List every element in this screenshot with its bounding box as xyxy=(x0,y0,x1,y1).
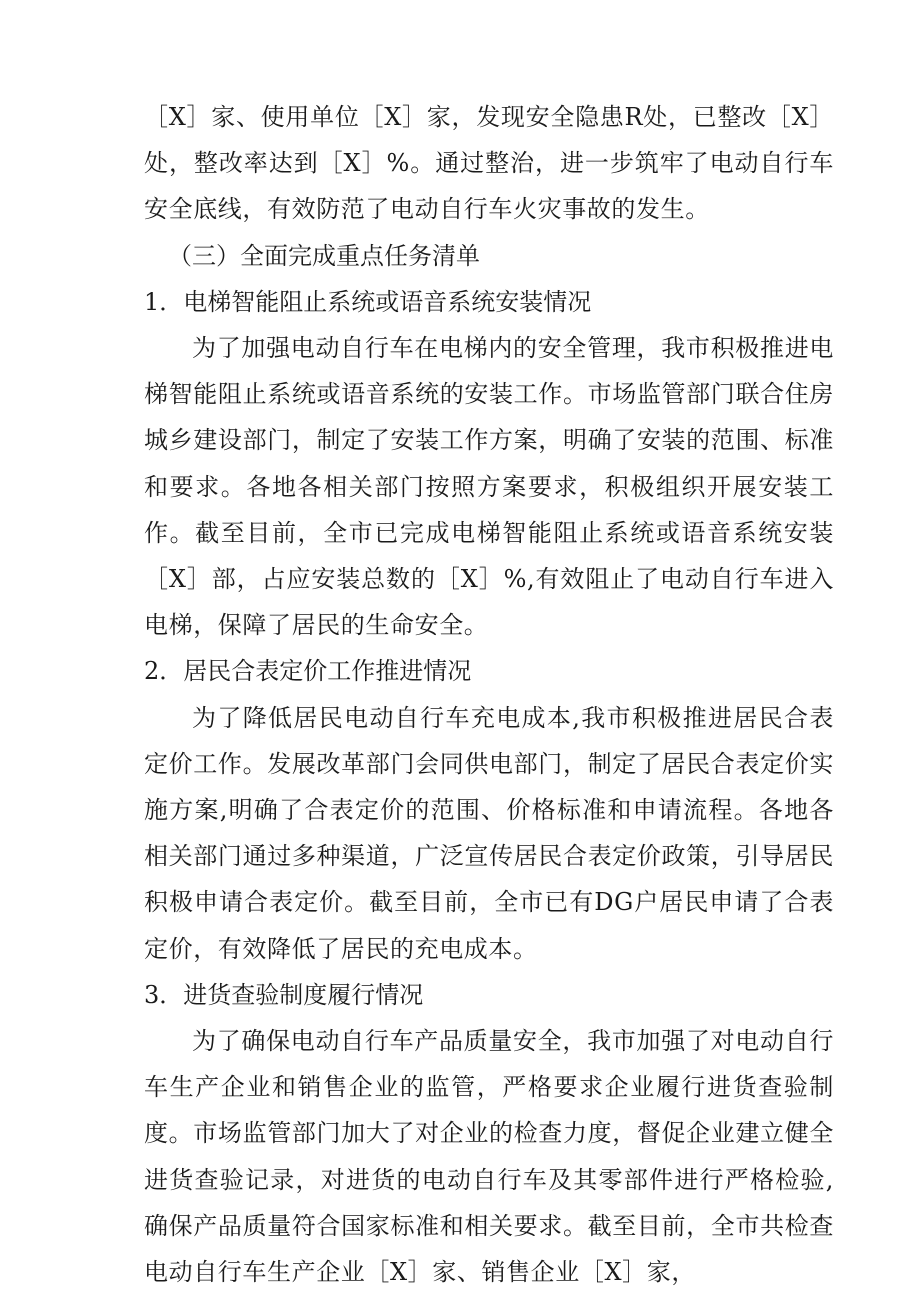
item-1-title: 1．电梯智能阻止系统或语音系统安装情况 xyxy=(144,287,592,316)
document-body xyxy=(144,94,834,1295)
item-1-body: 为了加强电动自行车在电梯内的安全管理，我市积极推进电梯智能阻止系统或语音系统的安装工作。市场监管部门联合住房城乡建设部门，制定了安装工作方案，明确了安装的范围、标准和要求。各地各相关部门按照方案要求，积极组织开展安装工作。截至目前，全市已完成电梯智能阻止系统或语音系统安装［X］部，占应安装总数的［X］%,有效阻止了电动自行车进入电梯，保障了居民的生命安全。 xyxy=(144,334,834,640)
item-2-title: 2．居民合表定价工作推进情况 xyxy=(144,657,472,686)
item-3-title: 3．进货查验制度履行情况 xyxy=(144,980,424,1009)
item-3-body: 为了确保电动自行车产品质量安全，我市加强了对电动自行车生产企业和销售企业的监管，严格要求企业履行进货查验制度。市场监管部门加大了对企业的检查力度，督促企业建立健全进货查验记录，对进货的电动自行车及其零部件进行严格检验,确保产品质量符合国家标准和相关要求。截至目前，全市共检查电动自行车生产企业［X］家、销售企业［X］家， xyxy=(144,1027,834,1287)
item-2-body: 为了降低居民电动自行车充电成本,我市积极推进居民合表定价工作。发展改革部门会同供电部门，制定了居民合表定价实施方案,明确了合表定价的范围、价格标准和申请流程。各地各相关部门通过多种渠道，广泛宣传居民合表定价政策，引导居民积极申请合表定价。截至目前，全市已有DG户居民申请了合表定价，有效降低了居民的充电成本。 xyxy=(144,703,834,963)
paragraph-rectification-summary: ［X］家、使用单位［X］家，发现安全隐患R处，已整改［X］处，整改率达到［X］%。通过整治，进一步筑牢了电动自行车安全底线，有效防范了电动自行车火灾事故的发生。 xyxy=(144,103,834,224)
section-heading: （三）全面完成重点任务清单 xyxy=(168,241,480,270)
